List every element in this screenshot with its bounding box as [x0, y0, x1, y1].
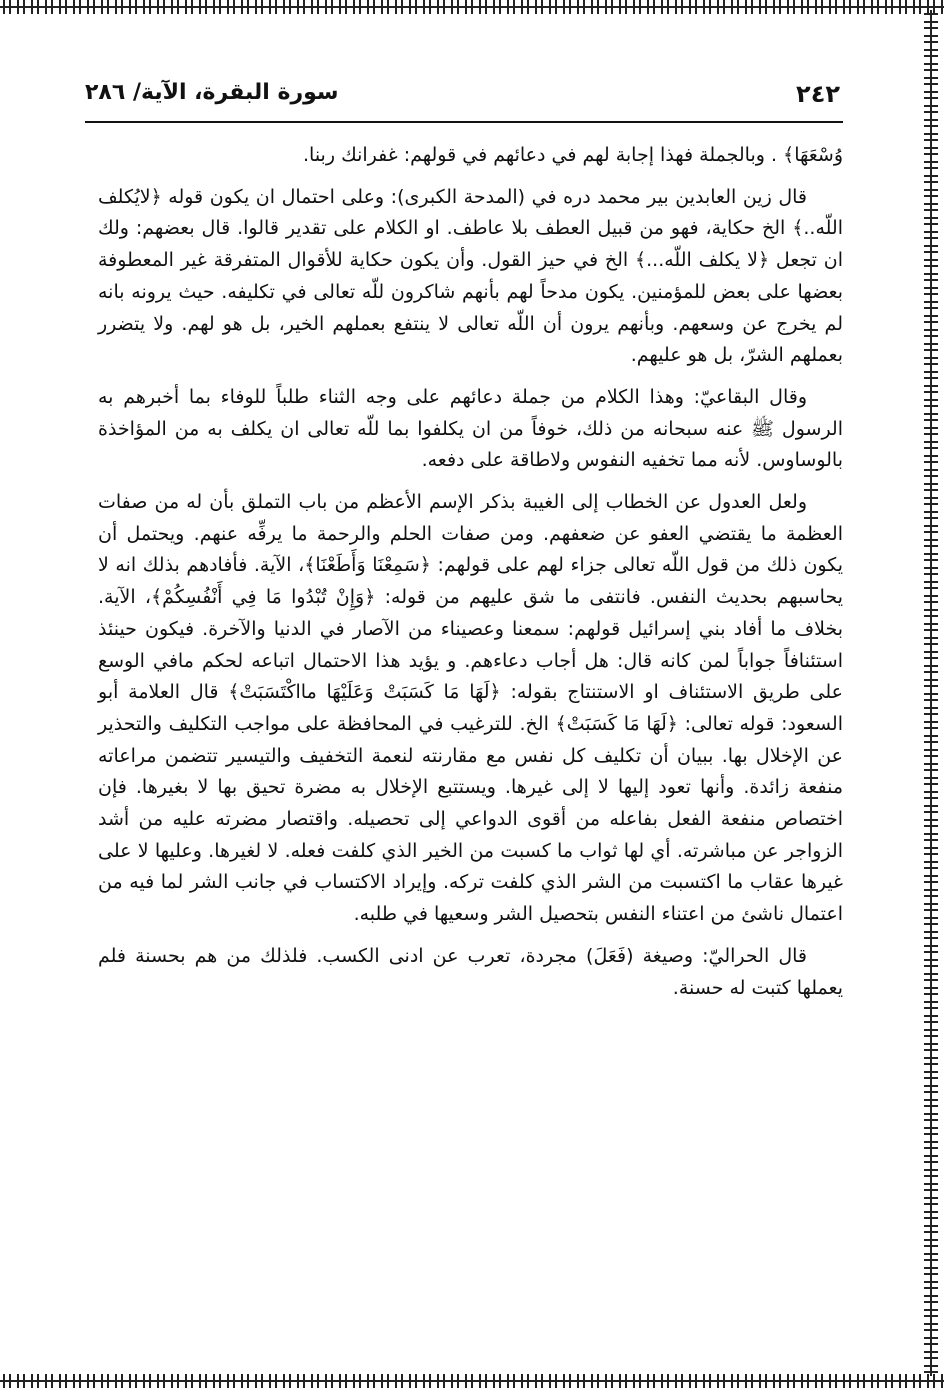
paragraph: قال الحراليّ: وصيغة (فَعَلَ) مجردة، تعرب عن ادنى الكسب. فلذلك من هم بحسنة فلم يعملها كتبت له حسنة. [98, 944, 843, 999]
decorative-border-bottom [0, 1374, 944, 1388]
paragraph: ولعل العدول عن الخطاب إلى الغيبة بذكر الإسم الأعظم من باب التملق بأن له من صفات العظمة ما يقتضي العفو عن ضعفهم. ومن صفات الحلم والرحمة ما يرفِّه عنهم. ويحتمل أن يكون ذلك من قول اللّه تعالى جزاء لهم على قولهم: ﴿سَمِعْنَا وَأَطَعْنَا﴾، الآية. فأفادهم بذلك انه لا يحاسبهم بحديث النفس. فانتفى ما شق عليهم من قوله: ﴿وَإِنْ تُبْدُوا مَا فِي أَنْفُسِكُمْ﴾، الآية. بخلاف ما أفاد بني إسرائيل قولهم: سمعنا وعصيناء من الآصار في الدنيا والآخرة. فيكون حينئذ استئنافاً جواباً لمن كانه قال: هل أجاب دعاءهم. و يؤيد هذا الاحتمال اتباعه لحكم مافي الوسع على طريق الاستئناف او الاستنتاج بقوله: ﴿لَهَا مَا كَسَبَتْ وَعَلَيْهَا مااكْتَسَبَتْ﴾ قال العلامة أبو السعود: قوله تعالى: ﴿لَهَا مَا كَسَبَتْ﴾ الخ. للترغيب في المحافظة على مواجب التكليف والتحذير عن الإخلال بها. ببيان أن تكليف كل نفس مع مقارنته لنعمة التخفيف والتيسير تتضمن مراعاته منفعة زائدة. وأنها تعود إليها لا إلى غيرها. ويستتبع الإخلال به مضرة تحيق بها لا بغيرها. فإن اختصاص منفعة الفعل بفاعله من أقوى الدواعي إلى تحصيله. واقتصار مضرته عليه من أشد الزواجر عن مباشرته. أي لها ثواب ما كسبت من الخير الذي كلفت فعله. لا لغيرها. وعليها لا على غيرها عقاب ما اكتسبت من الشر الذي كلفت تركه. وإيراد الاكتساب في جانب الشر لما فيه من اعتمال ناشئ من اعتناء النفس بتحصيل الشر وسعيها في طلبه. [98, 491, 843, 926]
paragraph: قال زين العابدين بير محمد دره في (المدحة الكبرى): وعلى احتمال ان يكون قوله ﴿لايُكلف اللّه..﴾ الخ حكاية، فهو من قبيل العطف بلا عاطف. او الكلام على تقدير قالوا. قال بعضهم: ولك ان تجعل ﴿لا يكلف اللّه...﴾ الخ في حيز القول. وأن يكون حكاية للأقوال المتفرقة غير المعطوفة بعضها على بعض للمؤمنين. يكون مدحاً لهم بأنهم شاكرون للّه تعالى في تكليفه. حيث يرونه بانه لم يخرج عن وسعهم. وبأنهم يرون أن اللّه تعالى لا ينتفع بعملهم الخير، بل هو لهم. ولا يتضرر بعملهم الشرّ، بل هو عليهم. [98, 185, 843, 367]
paragraph: وُسْعَهَا﴾ . وبالجملة فهذا إجابة لهم في دعائهم في قولهم: غفرانك ربنا. [303, 144, 843, 166]
page-header [85, 78, 840, 118]
body-text [98, 140, 843, 1014]
header-rule [85, 121, 843, 123]
paragraph: وقال البقاعيّ: وهذا الكلام من جملة دعائهم على وجه الثناء طلباً للوفاء بما أخبرهم به الرسول ﷺ عنه سبحانه من ذلك، خوفاً من ان يكلفوا بما للّه تعالى ان يكلف به من المؤاخذة بالوساوس. لأنه مما تخفيه النفوس ولاطاقة على دفعه. [98, 385, 843, 472]
decorative-border-top [0, 0, 944, 14]
running-title: سورة البقرة، الآية/ ٢٨٦ [85, 80, 339, 105]
page-number: ٢٤٢ [796, 80, 840, 108]
decorative-border-right [924, 10, 938, 1376]
